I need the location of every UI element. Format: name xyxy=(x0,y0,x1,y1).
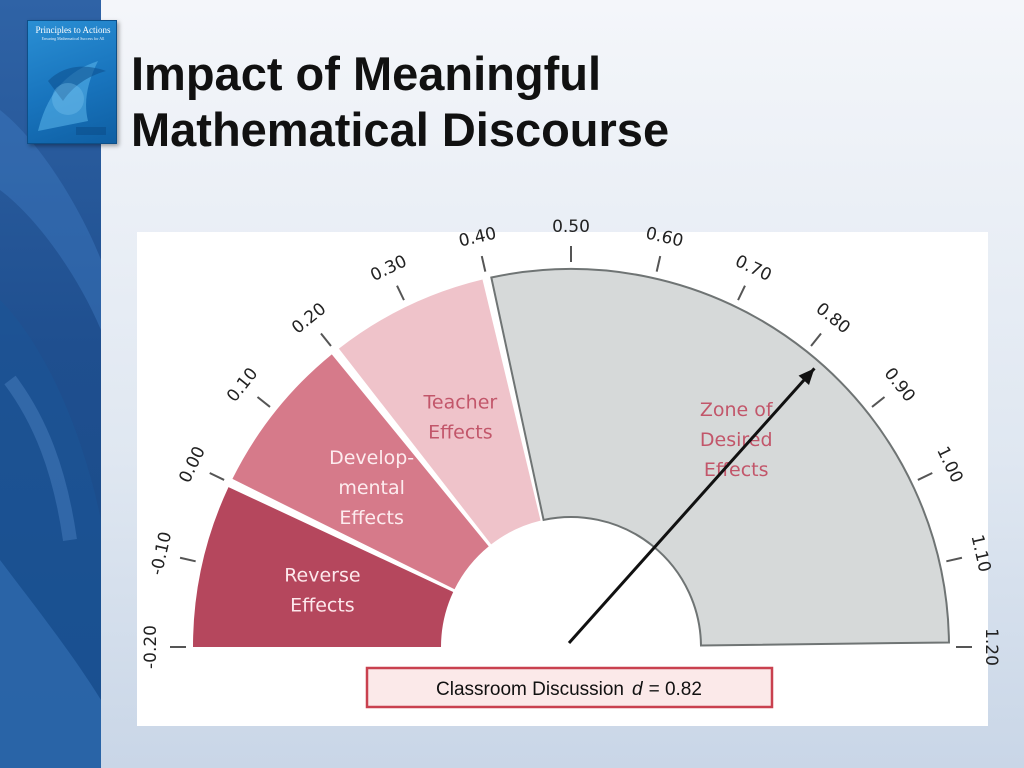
effect-size-gauge xyxy=(137,217,1001,726)
gauge-tick-mark xyxy=(872,397,885,407)
gauge-tick-mark xyxy=(321,333,331,346)
gauge-tick-label: 0.90 xyxy=(879,364,919,407)
zone-label-line: Effects xyxy=(428,421,493,444)
zone-label-line: Zone of xyxy=(699,398,773,421)
caption-value: = 0.82 xyxy=(648,679,702,700)
gauge-tick-mark xyxy=(257,397,270,407)
slide-title xyxy=(131,46,1001,158)
gauge-tick-mark xyxy=(210,473,224,480)
zone-label-line: Effects xyxy=(339,507,404,530)
slide-title-line-2: Mathematical Discourse xyxy=(131,103,670,156)
caption-symbol: d xyxy=(632,679,643,700)
gauge-tick-label: 0.10 xyxy=(223,364,263,407)
gauge-tick-label: 0.00 xyxy=(175,443,210,487)
gauge-tick-label: 0.70 xyxy=(731,251,775,286)
gauge-caption xyxy=(367,668,772,707)
gauge-tick-label: -0.10 xyxy=(146,529,177,578)
book-subtitle: Ensuring Mathematical Success for All xyxy=(41,36,105,41)
gauge-tick-label: 0.20 xyxy=(288,298,331,339)
slide-title-line-1: Impact of Meaningful xyxy=(131,47,601,100)
zone-label-line: Effects xyxy=(290,594,355,617)
caption-text xyxy=(436,679,702,700)
gauge-tick-label: 0.50 xyxy=(552,217,590,237)
gauge-tick-mark xyxy=(918,473,932,480)
gauge-zone-label-2 xyxy=(329,447,414,529)
gauge-tick-mark xyxy=(946,558,962,562)
gauge-panel xyxy=(137,217,1001,726)
gauge-tick-label: 0.80 xyxy=(811,298,854,339)
gauge-tick-mark xyxy=(738,286,745,300)
gauge-zone-4 xyxy=(491,269,949,645)
zone-label-line: Reverse xyxy=(284,564,361,587)
zone-label-line: Teacher xyxy=(423,391,498,414)
gauge-tick-mark xyxy=(482,256,486,272)
gauge-tick-label: 1.20 xyxy=(981,628,1001,666)
book-cover xyxy=(27,20,117,144)
zone-label-line: Desired xyxy=(699,428,773,451)
zone-label-line: Develop- xyxy=(329,447,415,470)
gauge-tick-mark xyxy=(657,256,661,272)
gauge-tick-label: 0.40 xyxy=(456,223,499,252)
gauge-tick-label: 1.00 xyxy=(932,443,967,487)
gauge-tick-mark xyxy=(811,333,821,346)
book-title: Principles to Actions xyxy=(35,25,111,35)
gauge-tick-mark xyxy=(180,558,196,562)
zone-label-line: mental xyxy=(338,477,405,500)
gauge-tick-label: 0.30 xyxy=(367,251,411,286)
zone-label-line: Effects xyxy=(703,458,769,481)
gauge-tick-label: -0.20 xyxy=(141,625,161,669)
gauge-tick-mark xyxy=(397,286,404,300)
gauge-tick-label: 0.60 xyxy=(643,223,686,252)
caption-prefix: Classroom Discussion xyxy=(436,679,625,700)
gauge-zone-label-4 xyxy=(700,399,774,481)
gauge-tick-label: 1.10 xyxy=(966,532,995,575)
